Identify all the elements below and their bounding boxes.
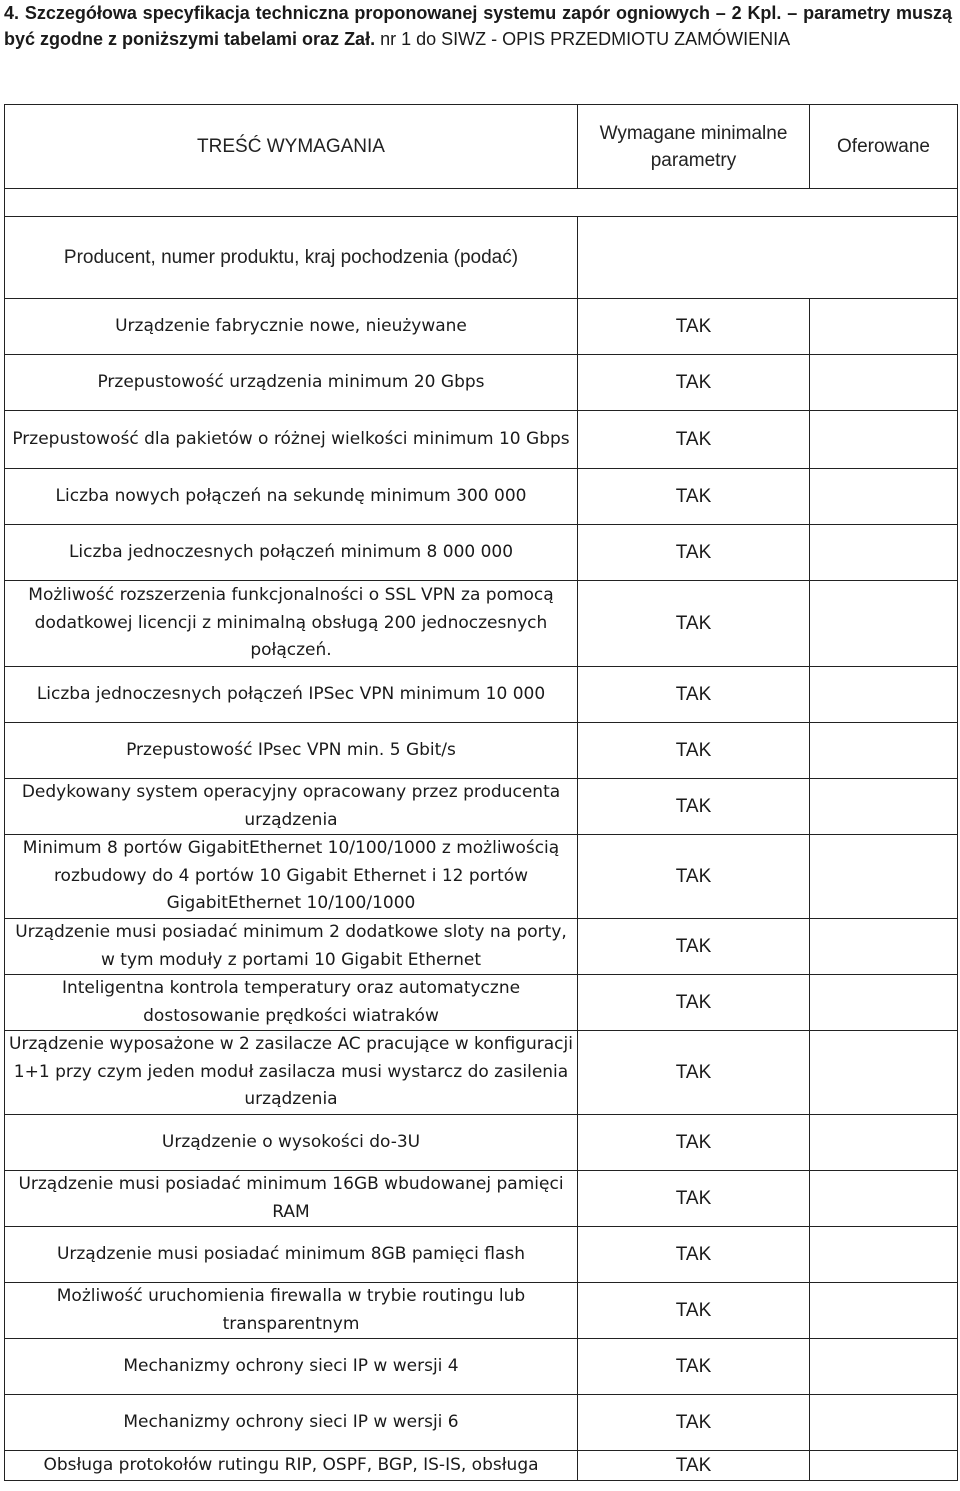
required-cell: TAK <box>578 667 810 723</box>
table-row <box>5 411 958 469</box>
requirement-cell: Mechanizmy ochrony sieci IP w wersji 6 <box>5 1395 578 1451</box>
header-row <box>5 105 958 189</box>
table-row <box>5 1227 958 1283</box>
table-row <box>5 667 958 723</box>
offered-cell <box>810 1171 958 1227</box>
table-row <box>5 525 958 581</box>
section-heading <box>4 0 952 52</box>
offered-cell <box>810 299 958 355</box>
requirement-cell: Przepustowość urządzenia minimum 20 Gbps <box>5 355 578 411</box>
offered-cell <box>810 723 958 779</box>
offered-cell <box>810 975 958 1031</box>
required-cell: TAK <box>578 581 810 667</box>
requirement-cell: Liczba jednoczesnych połączeń IPSec VPN minimum 10 000 <box>5 667 578 723</box>
offered-cell <box>810 779 958 835</box>
requirement-cell: Urządzenie musi posiadać minimum 2 dodatkowe sloty na porty, w tym moduły z portami 10 Gigabit Ethernet <box>5 919 578 975</box>
table-row <box>5 1031 958 1115</box>
table-row <box>5 1395 958 1451</box>
required-cell: TAK <box>578 1283 810 1339</box>
required-cell: TAK <box>578 1451 810 1481</box>
spacer-cell <box>5 189 958 217</box>
required-cell: TAK <box>578 299 810 355</box>
table-row <box>5 1115 958 1171</box>
requirement-cell: Urządzenie musi posiadać minimum 8GB pamięci flash <box>5 1227 578 1283</box>
offered-cell <box>810 1031 958 1115</box>
required-cell: TAK <box>578 469 810 525</box>
requirement-cell: Urządzenie o wysokości do-3U <box>5 1115 578 1171</box>
offered-cell <box>810 1339 958 1395</box>
required-cell: TAK <box>578 779 810 835</box>
producer-label: Producent, numer produktu, kraj pochodzenia (podać) <box>5 217 578 299</box>
offered-cell <box>810 1115 958 1171</box>
producer-row <box>5 217 958 299</box>
required-cell: TAK <box>578 1339 810 1395</box>
requirement-cell: Możliwość uruchomienia firewalla w trybie routingu lub transparentnym <box>5 1283 578 1339</box>
table-row <box>5 1339 958 1395</box>
header-requirement: TREŚĆ WYMAGANIA <box>5 105 578 189</box>
offered-cell <box>810 411 958 469</box>
requirement-cell: Urządzenie wyposażone w 2 zasilacze AC pracujące w konfiguracji 1+1 przy czym jeden moduł zasilacza musi wystarcz do zasilenia urządzenia <box>5 1031 578 1115</box>
required-cell: TAK <box>578 723 810 779</box>
required-cell: TAK <box>578 975 810 1031</box>
offered-cell <box>810 1283 958 1339</box>
offered-cell <box>810 835 958 919</box>
table-row <box>5 355 958 411</box>
required-cell: TAK <box>578 835 810 919</box>
required-cell: TAK <box>578 1171 810 1227</box>
specification-table <box>4 104 958 1481</box>
required-cell: TAK <box>578 1031 810 1115</box>
requirement-cell: Mechanizmy ochrony sieci IP w wersji 4 <box>5 1339 578 1395</box>
required-cell: TAK <box>578 355 810 411</box>
required-cell: TAK <box>578 1227 810 1283</box>
header-required: Wymagane minimalne parametry <box>578 105 810 189</box>
section-heading-bold: 4. Szczegółowa specyfikacja techniczna proponowanej systemu zapór ogniowych – 2 Kpl. – parametry muszą być zgodne z poniższymi tabelami oraz Zał. <box>4 3 952 49</box>
header-offered: Oferowane <box>810 105 958 189</box>
table-row <box>5 1171 958 1227</box>
table-row <box>5 581 958 667</box>
requirement-cell: Przepustowość dla pakietów o różnej wielkości minimum 10 Gbps <box>5 411 578 469</box>
requirement-cell: Inteligentna kontrola temperatury oraz automatyczne dostosowanie prędkości wiatraków <box>5 975 578 1031</box>
requirement-cell: Urządzenie musi posiadać minimum 16GB wbudowanej pamięci RAM <box>5 1171 578 1227</box>
required-cell: TAK <box>578 1115 810 1171</box>
offered-cell <box>810 919 958 975</box>
required-cell: TAK <box>578 525 810 581</box>
table-row <box>5 723 958 779</box>
requirement-cell: Liczba jednoczesnych połączeń minimum 8 000 000 <box>5 525 578 581</box>
table-row <box>5 779 958 835</box>
table-row <box>5 975 958 1031</box>
table-row <box>5 1283 958 1339</box>
requirement-cell: Możliwość rozszerzenia funkcjonalności o SSL VPN za pomocą dodatkowej licencji z minimalną obsługą 200 jednoczesnych połączeń. <box>5 581 578 667</box>
requirement-cell: Liczba nowych połączeń na sekundę minimum 300 000 <box>5 469 578 525</box>
section-heading-rest: nr 1 do SIWZ - OPIS PRZEDMIOTU ZAMÓWIENIA <box>375 29 791 49</box>
table-row <box>5 469 958 525</box>
offered-cell <box>810 469 958 525</box>
table-row <box>5 299 958 355</box>
requirement-cell: Minimum 8 portów GigabitEthernet 10/100/1000 z możliwością rozbudowy do 4 portów 10 Gigabit Ethernet i 12 portów GigabitEthernet 10/100/1000 <box>5 835 578 919</box>
required-cell: TAK <box>578 411 810 469</box>
producer-value-cell <box>578 217 958 299</box>
requirement-cell: Przepustowość IPsec VPN min. 5 Gbit/s <box>5 723 578 779</box>
offered-cell <box>810 1451 958 1481</box>
requirement-cell: Urządzenie fabrycznie nowe, nieużywane <box>5 299 578 355</box>
requirement-cell: Obsługa protokołów rutingu RIP, OSPF, BGP, IS-IS, obsługa <box>5 1451 578 1481</box>
offered-cell <box>810 1227 958 1283</box>
required-cell: TAK <box>578 919 810 975</box>
offered-cell <box>810 667 958 723</box>
offered-cell <box>810 525 958 581</box>
required-cell: TAK <box>578 1395 810 1451</box>
table-row <box>5 835 958 919</box>
offered-cell <box>810 581 958 667</box>
table-row <box>5 1451 958 1481</box>
offered-cell <box>810 1395 958 1451</box>
offered-cell <box>810 355 958 411</box>
table-row <box>5 919 958 975</box>
requirement-cell: Dedykowany system operacyjny opracowany przez producenta urządzenia <box>5 779 578 835</box>
spacer-row <box>5 189 958 217</box>
